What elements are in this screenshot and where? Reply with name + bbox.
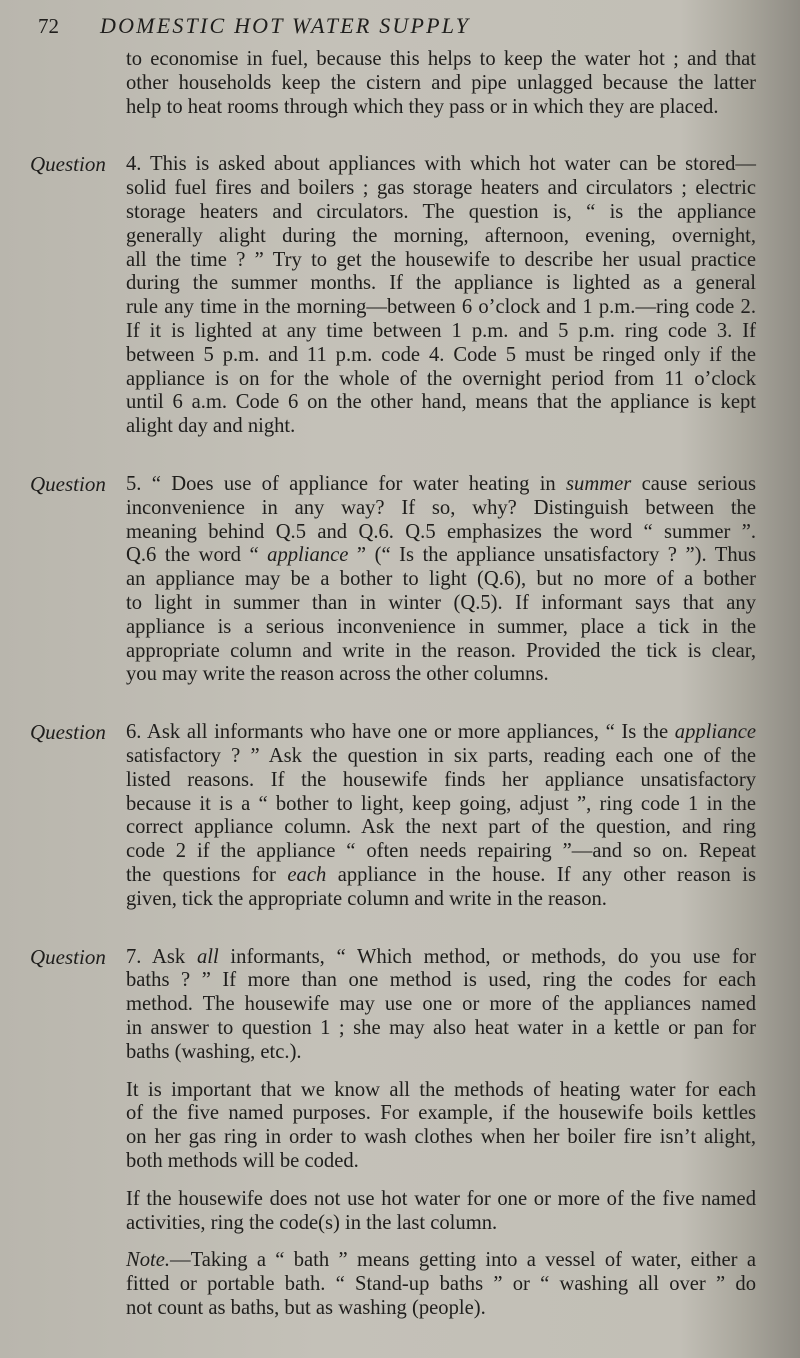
text-line xyxy=(126,249,756,273)
paragraph xyxy=(126,473,756,687)
text-line xyxy=(126,1017,756,1041)
text-line xyxy=(126,1041,756,1065)
text-segment: Q.6 the word “ xyxy=(126,544,268,567)
text-segment: other households keep the cistern and pipe unlagged because the latter xyxy=(126,71,756,94)
text-line xyxy=(126,840,756,864)
paragraph xyxy=(126,48,756,119)
text-segment: to economise in fuel, because this helps to keep the water hot ; and that xyxy=(126,48,756,70)
text-line xyxy=(126,769,756,793)
text-line xyxy=(126,368,756,392)
text-segment: appropriate column and write in the reason. Provided the tick is clear, xyxy=(126,639,756,662)
text-segment: cause serious xyxy=(631,473,756,495)
text-segment: listed reasons. If the housewife finds her appliance unsatisfactory xyxy=(126,768,756,791)
text-line xyxy=(126,1150,756,1174)
text-segment: baths (washing, etc.). xyxy=(126,1040,302,1063)
question-label: Question xyxy=(30,944,106,969)
text-line xyxy=(126,745,756,769)
text-line xyxy=(126,946,756,970)
paragraph xyxy=(126,1188,756,1236)
text-segment: ” (“ Is the appliance unsatisfactory ? ”). Thus xyxy=(348,544,756,567)
text-line xyxy=(126,793,756,817)
text-line xyxy=(126,592,756,616)
text-line xyxy=(126,72,756,96)
text-segment: all the time ? ” Try to get the housewife to describe her usual practice xyxy=(126,248,756,271)
italic-text: summer xyxy=(566,473,632,495)
text-segment: help to heat rooms through which they pass or in which they are placed. xyxy=(126,95,719,118)
running-header: DOMESTIC HOT WATER SUPPLY xyxy=(100,13,471,38)
text-line xyxy=(126,969,756,993)
text-segment: 4. This is asked about appliances with which hot water can be stored— xyxy=(126,153,756,176)
text-segment: because it is a “ bother to light, keep going, adjust ”, ring code 1 in the xyxy=(126,792,756,815)
text-line xyxy=(126,48,756,72)
text-line xyxy=(126,473,756,497)
text-segment: rule any time in the morning—between 6 o’clock and 1 p.m.—ring code 2. xyxy=(126,296,756,319)
text-line xyxy=(126,320,756,344)
italic-text: all xyxy=(196,945,219,968)
question-label: Question xyxy=(30,472,106,496)
text-line xyxy=(126,1212,756,1236)
text-segment: If the housewife does not use hot water for one or more of the five named xyxy=(126,1187,756,1210)
text-line xyxy=(126,1079,756,1103)
italic-text: Note. xyxy=(126,1249,171,1272)
text-line xyxy=(126,415,756,439)
text-line xyxy=(126,1249,756,1273)
text-segment: inconvenience in any way? If so, why? Distinguish between the xyxy=(126,496,756,519)
question-label: Question xyxy=(30,720,106,745)
question-label: Question xyxy=(30,152,106,177)
text-line xyxy=(126,1126,756,1150)
text-line xyxy=(126,1102,756,1126)
text-segment: If it is lighted at any time between 1 p.m. and 5 p.m. ring code 3. If xyxy=(126,319,756,342)
text-segment: appliance is a serious inconvenience in summer, place a tick in the xyxy=(126,615,756,638)
text-line xyxy=(126,225,756,249)
paragraph xyxy=(126,1079,756,1174)
text-line xyxy=(126,96,756,120)
text-line xyxy=(126,993,756,1017)
text-line xyxy=(126,816,756,840)
italic-text: each xyxy=(287,863,327,886)
text-segment: generally alight during the morning, afternoon, evening, overnight, xyxy=(126,224,756,247)
text-line xyxy=(126,864,756,888)
text-segment: satisfactory ? ” Ask the question in six parts, reading each one of the xyxy=(126,744,756,767)
text-line xyxy=(126,663,756,687)
text-line xyxy=(126,1188,756,1212)
text-segment: correct appliance column. Ask the next part of the question, and ring xyxy=(126,816,756,839)
text-segment: you may write the reason across the other columns. xyxy=(126,663,549,686)
text-segment: alight day and night. xyxy=(126,415,296,438)
text-segment: to light in summer than in winter (Q.5). If informant says that any xyxy=(126,591,756,614)
text-line xyxy=(126,272,756,296)
text-line xyxy=(126,544,756,568)
italic-text: appliance xyxy=(267,544,349,567)
text-segment: not count as baths, but as washing (people). xyxy=(126,1296,486,1319)
text-segment: appliance is on for the whole of the overnight period from 11 o’clock xyxy=(126,367,756,390)
text-segment: meaning behind Q.5 and Q.6. Q.5 emphasizes the word “ summer ”. xyxy=(126,520,756,543)
text-segment: on her gas ring in order to wash clothes when her boiler fire isn’t alight, xyxy=(126,1126,756,1149)
italic-text: appliance xyxy=(674,721,756,744)
text-segment: informants, “ Which method, or methods, do you use for xyxy=(218,945,756,968)
paragraph xyxy=(126,1249,756,1320)
text-segment: the questions for xyxy=(126,863,288,886)
text-segment: activities, ring the code(s) in the last column. xyxy=(126,1211,498,1234)
text-segment: 6. Ask all informants who have one or more appliances, “ Is the xyxy=(126,721,675,744)
text-segment: method. The housewife may use one or more of the appliances named xyxy=(126,993,756,1016)
text-segment: appliance in the house. If any other reason is xyxy=(326,863,756,886)
paragraph xyxy=(126,721,756,911)
text-segment: solid fuel fires and boilers ; gas storage heaters and circulators ; electric xyxy=(126,177,756,200)
text-segment: during the summer months. If the appliance is lighted as a general xyxy=(126,272,756,295)
text-segment: until 6 a.m. Code 6 on the other hand, means that the appliance is kept xyxy=(126,391,756,414)
text-segment: of the five named purposes. For example, if the housewife boils kettles xyxy=(126,1102,756,1125)
text-line xyxy=(126,1273,756,1297)
text-line xyxy=(126,721,756,745)
text-segment: an appliance may be a bother to light (Q.6), but no more of a bother xyxy=(126,568,756,591)
text-segment: both methods will be coded. xyxy=(126,1149,359,1172)
text-line xyxy=(126,568,756,592)
text-line xyxy=(126,201,756,225)
paragraph xyxy=(126,946,756,1065)
text-line xyxy=(126,1297,756,1321)
text-segment: storage heaters and circulators. The question is, “ is the appliance xyxy=(126,200,756,223)
text-segment: baths ? ” If more than one method is used, ring the codes for each xyxy=(126,969,756,992)
text-line xyxy=(126,888,756,912)
text-line xyxy=(126,391,756,415)
text-segment: It is important that we know all the methods of heating water for each xyxy=(126,1078,756,1101)
text-line xyxy=(126,153,756,177)
text-segment: code 2 if the appliance “ often needs repairing ”—and so on. Repeat xyxy=(126,840,756,863)
text-line xyxy=(126,497,756,521)
text-line xyxy=(126,177,756,201)
text-segment: given, tick the appropriate column and write in the reason. xyxy=(126,887,607,910)
text-segment: 5. “ Does use of appliance for water heating in xyxy=(126,473,567,495)
text-line xyxy=(126,344,756,368)
text-line xyxy=(126,296,756,320)
text-segment: —Taking a “ bath ” means getting into a vessel of water, either a xyxy=(170,1249,756,1272)
text-line xyxy=(126,521,756,545)
paragraph xyxy=(126,153,756,439)
text-line xyxy=(126,640,756,664)
text-segment: in answer to question 1 ; she may also heat water in a kettle or pan for xyxy=(126,1016,756,1039)
page-number: 72 xyxy=(38,14,59,38)
text-segment: fitted or portable bath. “ Stand-up baths ” or “ washing all over ” do xyxy=(126,1273,756,1296)
text-segment: between 5 p.m. and 11 p.m. code 4. Code 5 must be ringed only if the xyxy=(126,343,756,366)
text-line xyxy=(126,616,756,640)
text-segment: 7. Ask xyxy=(126,945,197,968)
